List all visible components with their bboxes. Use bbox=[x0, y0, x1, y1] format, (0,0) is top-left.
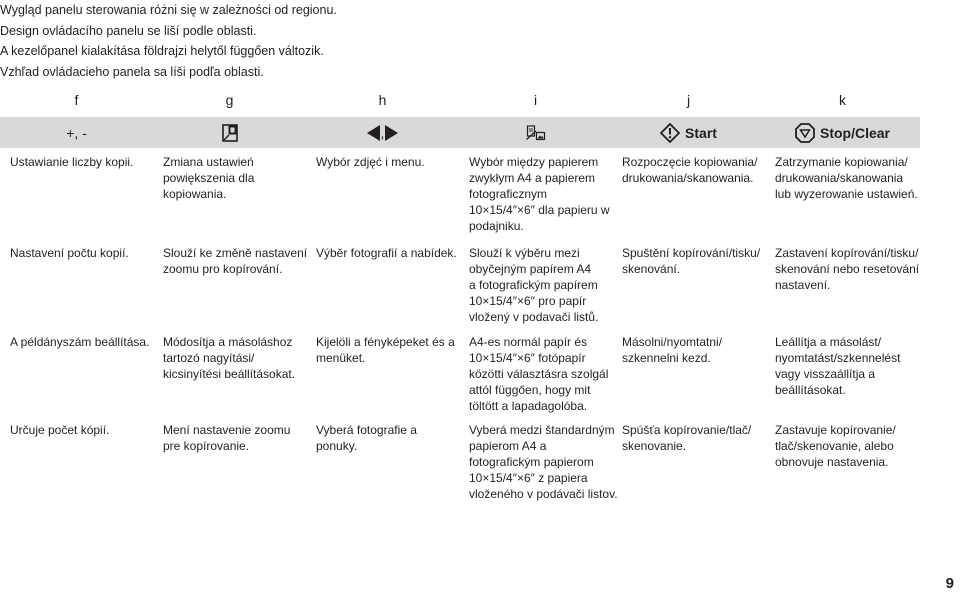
header-letter-i: i bbox=[533, 92, 538, 108]
header-letter-h: h bbox=[378, 92, 387, 108]
intro-line-pl: Wygląd panelu sterowania różni się w zależności od regionu. bbox=[0, 3, 337, 17]
zoom-icon bbox=[222, 124, 238, 142]
intro-text bbox=[0, 0, 600, 83]
table-cell-row2-col-h: Výběr fotografií a nabídek. bbox=[316, 246, 457, 260]
table-cell-row4-col-f: Určuje počet kópií. bbox=[10, 423, 110, 437]
paper-photo-icon bbox=[526, 125, 546, 141]
arrows-icon-cell bbox=[306, 117, 459, 148]
table-cell-row1-col-i: Wybór między papierem zwykłym A4 a papierem fotograficznym 10×15/4″×6″ dla papieru w podajniku. bbox=[469, 155, 610, 233]
table-cell-row4-col-j: Spúšťa kopírovanie/tlač/ skenovanie. bbox=[622, 423, 752, 453]
stop-button-label bbox=[765, 117, 920, 148]
table-cell-row3-col-i: A4-es normál papír és 10×15/4″×6″ fotópapír közötti választásra szolgál attól függően, hogy mit töltött a lapadagolóba. bbox=[469, 335, 609, 413]
table-cell-row3-col-k: Leállítja a másolást/ nyomtatást/szkennelést vagy visszaállítja a beállításokat. bbox=[775, 335, 901, 397]
paper-icon-cell bbox=[459, 117, 612, 148]
table-cell-row1-col-f: Ustawianie liczby kopii. bbox=[10, 155, 134, 169]
zoom-icon-cell bbox=[153, 117, 306, 148]
plus-minus-text: +, - bbox=[66, 124, 87, 141]
table-cell-row1-col-k: Zatrzymanie kopiowania/ drukowania/skanowania lub wyzerowanie ustawień. bbox=[775, 155, 918, 201]
arrow-separator: , bbox=[380, 124, 385, 141]
start-button-label bbox=[612, 117, 765, 148]
table-cell-row2-col-k: Zastavení kopírování/tisku/ skenování nebo resetování nastavení. bbox=[775, 246, 920, 292]
table-cell-row4-col-h: Vyberá fotografie a ponuky. bbox=[316, 423, 417, 453]
table-cell-row2-col-j: Spuštění kopírování/tisku/ skenování. bbox=[622, 246, 761, 276]
table-cell-row1-col-g: Zmiana ustawień powiększenia dla kopiowania. bbox=[163, 155, 255, 201]
intro-line-cs: Design ovládacího panelu se liší podle oblasti. bbox=[0, 23, 257, 38]
table-cell-row4-col-k: Zastavuje kopírovanie/ tlač/skenovanie, alebo obnovuje nastavenia. bbox=[775, 423, 896, 469]
start-diamond-icon bbox=[660, 123, 680, 143]
header-letter-k: k bbox=[839, 92, 846, 108]
header-letter-f: f bbox=[74, 92, 79, 108]
table-cell-row3-col-j: Másolni/nyomtatni/ szkennelni kezd. bbox=[622, 335, 723, 365]
header-letter-row bbox=[0, 83, 920, 117]
start-label: Start bbox=[685, 124, 717, 141]
stop-octagon-icon bbox=[795, 123, 815, 143]
intro-line-sk: Vzhľad ovládacieho panela sa líši podľa oblasti. bbox=[0, 65, 264, 80]
header-letter-j: j bbox=[686, 92, 691, 108]
arrow-left-icon bbox=[367, 125, 380, 141]
page-number: 9 bbox=[945, 575, 954, 592]
table-cell-row3-col-f: A példányszám beállítása. bbox=[10, 335, 150, 349]
intro-line-hu: A kezelőpanel kialakítása földrajzi helytől függően változik. bbox=[0, 44, 324, 59]
header-letter-g: g bbox=[225, 92, 234, 108]
table-cell-row1-col-j: Rozpoczęcie kopiowania/ drukowania/skanowania. bbox=[622, 155, 758, 185]
stop-clear-label: Stop/Clear bbox=[819, 124, 890, 141]
table-cell-row1-col-h: Wybór zdjęć i menu. bbox=[316, 155, 425, 169]
table-cell-row2-col-f: Nastavení počtu kopií. bbox=[10, 246, 129, 260]
arrow-right-icon bbox=[385, 125, 398, 141]
table-cell-row2-col-i: Slouží k výběru mezi obyčejným papírem A4 a fotografickým papírem 10×15/4″×6″ pro papír vložený v podavači listů. bbox=[469, 246, 599, 324]
table-cell-row4-col-i: Vyberá medzi štandardným papierom A4 a fotografickým papierom 10×15/4″×6″ z papiera vloženého v podávači listov. bbox=[469, 423, 618, 501]
table-cell-row3-col-g: Módosítja a másoláshoz tartozó nagyítási/ kicsinyítési beállításokat. bbox=[163, 335, 296, 381]
table-cell-row2-col-g: Slouží ke změně nastavení zoomu pro kopírování. bbox=[163, 246, 308, 276]
table-cell-row4-col-g: Mení nastavenie zoomu pre kopírovanie. bbox=[163, 423, 291, 453]
table-cell-row3-col-h: Kijelöli a fényképeket és a menüket. bbox=[316, 335, 455, 365]
plus-minus-label bbox=[0, 117, 153, 148]
